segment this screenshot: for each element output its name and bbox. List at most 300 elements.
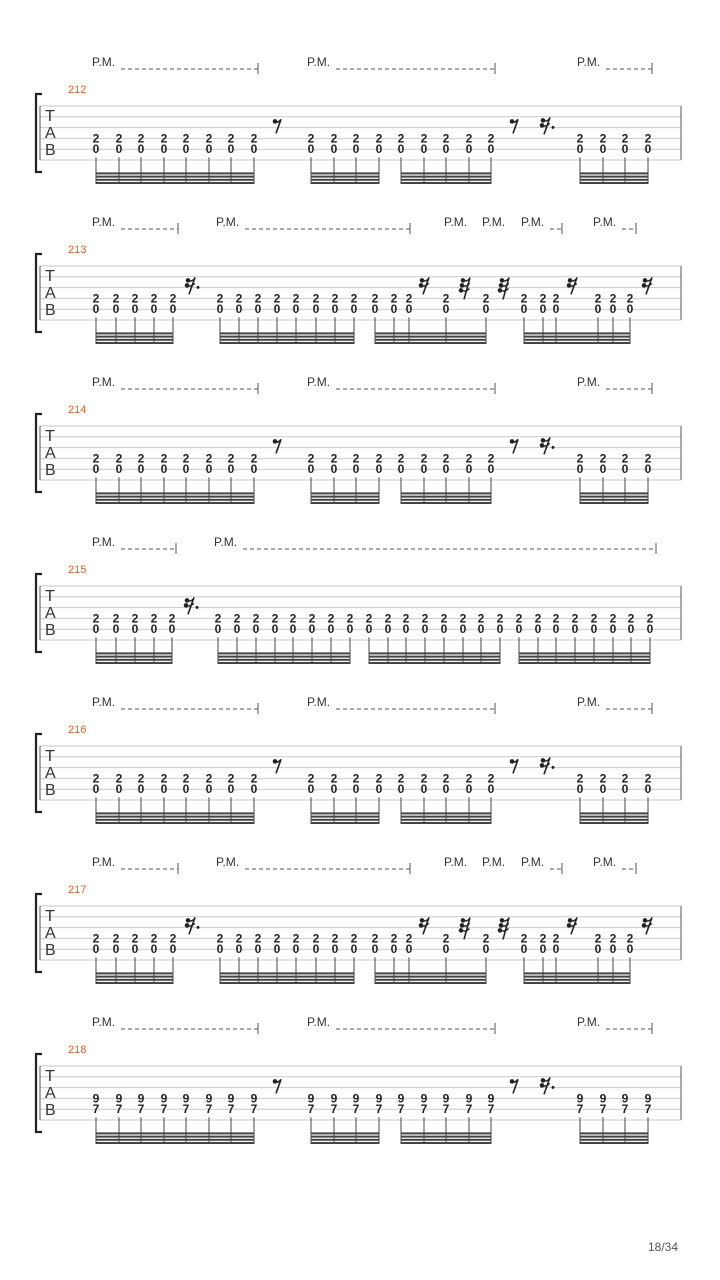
fret-number: 0 <box>405 302 413 317</box>
bar-number: 212 <box>68 84 87 96</box>
fret-number: 2 <box>482 931 490 946</box>
note-beam <box>401 176 491 178</box>
fret-number: 2 <box>205 131 213 146</box>
note-beam <box>519 662 650 664</box>
fret-number: 0 <box>227 462 235 477</box>
tab-system <box>36 695 681 824</box>
fret-number: 0 <box>397 462 405 477</box>
rest-sixteenth <box>419 277 429 294</box>
rest-eighth <box>510 759 518 773</box>
page-number: 18/34 <box>647 1240 678 1254</box>
note-beam <box>401 812 491 814</box>
bar-number: 215 <box>68 564 87 576</box>
note-beam <box>524 339 630 341</box>
fret-number: 2 <box>520 291 528 306</box>
fret-number: 7 <box>487 1102 495 1117</box>
fret-number: 0 <box>552 622 560 637</box>
fret-number: 2 <box>576 451 584 466</box>
fret-number: 9 <box>375 1091 383 1106</box>
palm-mute-label: P.M. <box>593 855 617 869</box>
note-beam <box>220 972 354 974</box>
tab-clef-letter: B <box>45 462 56 479</box>
fret-number: 2 <box>627 611 635 626</box>
fret-number: 2 <box>137 771 145 786</box>
fret-number: 2 <box>621 451 629 466</box>
fret-number: 2 <box>609 931 617 946</box>
note-beam <box>401 496 491 498</box>
note-beam <box>375 342 486 344</box>
note-beam <box>96 976 173 978</box>
fret-number: 7 <box>330 1102 338 1117</box>
note-beam <box>96 179 254 181</box>
note-beam <box>375 972 486 974</box>
fret-number: 0 <box>621 782 629 797</box>
note-beam <box>401 179 491 181</box>
tab-clef-letter: A <box>45 285 56 302</box>
fret-number: 0 <box>626 302 634 317</box>
fret-number: 0 <box>352 782 360 797</box>
fret-number: 0 <box>487 462 495 477</box>
fret-number: 0 <box>216 302 224 317</box>
fret-number: 2 <box>307 131 315 146</box>
fret-number: 2 <box>131 611 139 626</box>
palm-mute-label: P.M. <box>216 855 240 869</box>
fret-number: 2 <box>350 931 358 946</box>
fret-number: 2 <box>150 931 158 946</box>
note-beam <box>311 1139 379 1141</box>
note-beam <box>580 496 648 498</box>
tab-system <box>36 375 681 504</box>
fret-number: 2 <box>402 611 410 626</box>
palm-mute-label: P.M. <box>577 1015 601 1029</box>
fret-number: 2 <box>644 131 652 146</box>
note-beam <box>401 502 491 504</box>
fret-number: 2 <box>442 931 450 946</box>
fret-number: 9 <box>250 1091 258 1106</box>
note-beam <box>311 819 379 821</box>
tab-system <box>36 55 681 184</box>
palm-mute-label: P.M. <box>307 375 331 389</box>
rest-sixteenth <box>642 917 652 934</box>
fret-number: 2 <box>397 771 405 786</box>
fret-number: 0 <box>609 942 617 957</box>
fret-number: 0 <box>520 302 528 317</box>
note-beam <box>96 822 254 824</box>
fret-number: 9 <box>599 1091 607 1106</box>
palm-mute-label: P.M. <box>92 695 116 709</box>
fret-number: 0 <box>440 622 448 637</box>
note-beam <box>311 172 379 174</box>
fret-number: 9 <box>307 1091 315 1106</box>
fret-number: 0 <box>137 462 145 477</box>
fret-number: 2 <box>252 611 260 626</box>
fret-number: 2 <box>440 611 448 626</box>
fret-number: 9 <box>465 1091 473 1106</box>
fret-number: 0 <box>375 462 383 477</box>
fret-number: 0 <box>371 302 379 317</box>
fret-number: 2 <box>289 611 297 626</box>
note-beam <box>524 332 630 334</box>
fret-number: 0 <box>599 782 607 797</box>
fret-number: 0 <box>594 302 602 317</box>
fret-number: 0 <box>571 622 579 637</box>
rest-thirtysecond <box>498 917 509 939</box>
fret-number: 0 <box>327 622 335 637</box>
fret-number: 2 <box>112 291 120 306</box>
note-beam <box>96 812 254 814</box>
fret-number: 0 <box>233 622 241 637</box>
tab-clef-letter: T <box>45 1068 55 1085</box>
rest-stem <box>512 1079 518 1093</box>
fret-number: 2 <box>420 131 428 146</box>
fret-number: 2 <box>235 931 243 946</box>
tab-system <box>36 535 681 664</box>
bar-number: 214 <box>68 404 87 416</box>
fret-number: 0 <box>137 142 145 157</box>
fret-number: 0 <box>112 942 120 957</box>
fret-number: 0 <box>289 622 297 637</box>
fret-number: 2 <box>644 451 652 466</box>
note-beam <box>580 172 648 174</box>
fret-number: 2 <box>371 291 379 306</box>
fret-number: 0 <box>112 622 120 637</box>
tab-clef-letter: B <box>45 302 56 319</box>
rest-sixteenth-dot <box>540 437 555 454</box>
fret-number: 2 <box>520 931 528 946</box>
fret-number: 2 <box>115 771 123 786</box>
note-beam <box>96 662 172 664</box>
note-beam <box>524 979 630 981</box>
fret-number: 0 <box>115 142 123 157</box>
fret-number: 2 <box>273 931 281 946</box>
fret-number: 2 <box>442 451 450 466</box>
fret-number: 0 <box>402 622 410 637</box>
fret-number: 2 <box>352 771 360 786</box>
fret-number: 0 <box>599 462 607 477</box>
tab-system <box>36 215 681 344</box>
palm-mute-label: P.M. <box>577 375 601 389</box>
fret-number: 0 <box>330 462 338 477</box>
rest-stem <box>275 1079 281 1093</box>
fret-number: 0 <box>112 302 120 317</box>
note-beam <box>218 659 350 661</box>
palm-mute-label: P.M. <box>444 855 468 869</box>
fret-number: 2 <box>92 131 100 146</box>
fret-number: 0 <box>397 142 405 157</box>
note-beam <box>580 182 648 184</box>
note-beam <box>311 1142 379 1144</box>
fret-number: 0 <box>384 622 392 637</box>
fret-number: 2 <box>169 931 177 946</box>
fret-number: 0 <box>92 942 100 957</box>
fret-number: 2 <box>384 611 392 626</box>
note-beam <box>311 176 379 178</box>
fret-number: 9 <box>644 1091 652 1106</box>
note-beam <box>524 972 630 974</box>
fret-number: 2 <box>131 931 139 946</box>
fret-number: 7 <box>599 1102 607 1117</box>
note-beam <box>96 336 173 338</box>
fret-number: 0 <box>250 142 258 157</box>
note-beam <box>96 816 254 818</box>
fret-number: 0 <box>273 302 281 317</box>
fret-number: 2 <box>312 291 320 306</box>
rest-sixteenth <box>567 277 577 294</box>
fret-number: 2 <box>250 771 258 786</box>
fret-number: 2 <box>459 611 467 626</box>
note-beam <box>401 1139 491 1141</box>
note-beam <box>311 816 379 818</box>
fret-number: 9 <box>397 1091 405 1106</box>
note-beam <box>311 492 379 494</box>
fret-number: 0 <box>307 142 315 157</box>
rest-dot <box>197 286 200 289</box>
note-beam <box>96 182 254 184</box>
fret-number: 0 <box>459 622 467 637</box>
fret-number: 7 <box>160 1102 168 1117</box>
fret-number: 0 <box>252 622 260 637</box>
note-beam <box>580 1139 648 1141</box>
fret-number: 2 <box>442 131 450 146</box>
note-beam <box>311 496 379 498</box>
fret-number: 0 <box>621 142 629 157</box>
palm-mute-label: P.M. <box>593 215 617 229</box>
fret-number: 2 <box>487 451 495 466</box>
rest-sixteenth <box>642 277 652 294</box>
fret-number: 9 <box>115 1091 123 1106</box>
note-beam <box>96 172 254 174</box>
note-beam <box>580 179 648 181</box>
fret-number: 0 <box>442 942 450 957</box>
fret-number: 2 <box>609 291 617 306</box>
fret-number: 2 <box>644 771 652 786</box>
fret-number: 7 <box>644 1102 652 1117</box>
fret-number: 9 <box>160 1091 168 1106</box>
rest-eighth <box>273 1079 281 1093</box>
fret-number: 2 <box>609 611 617 626</box>
fret-number: 0 <box>465 142 473 157</box>
fret-number: 7 <box>576 1102 584 1117</box>
rest-sixteenth <box>567 917 577 934</box>
fret-number: 2 <box>331 291 339 306</box>
note-beam <box>218 662 350 664</box>
fret-number: 0 <box>594 942 602 957</box>
tab-clef-letter: B <box>45 1102 56 1119</box>
fret-number: 0 <box>539 942 547 957</box>
note-beam <box>96 652 172 654</box>
note-beam <box>524 336 630 338</box>
note-beam <box>580 816 648 818</box>
note-beam <box>524 342 630 344</box>
note-beam <box>580 1142 648 1144</box>
fret-number: 0 <box>442 462 450 477</box>
note-beam <box>580 1132 648 1134</box>
note-beam <box>519 656 650 658</box>
fret-number: 7 <box>137 1102 145 1117</box>
fret-number: 0 <box>442 142 450 157</box>
fret-number: 2 <box>442 771 450 786</box>
fret-number: 2 <box>168 611 176 626</box>
fret-number: 0 <box>330 782 338 797</box>
note-beam <box>401 819 491 821</box>
rest-stem <box>275 119 281 133</box>
fret-number: 0 <box>420 782 428 797</box>
fret-number: 0 <box>487 782 495 797</box>
rest-stem <box>275 439 281 453</box>
fret-number: 2 <box>571 611 579 626</box>
fret-number: 0 <box>92 622 100 637</box>
fret-number: 2 <box>397 451 405 466</box>
rest-thirtysecond <box>459 917 470 939</box>
fret-number: 2 <box>254 291 262 306</box>
rest-eighth <box>510 1079 518 1093</box>
fret-number: 0 <box>350 942 358 957</box>
palm-mute-label: P.M. <box>482 855 506 869</box>
note-beam <box>401 182 491 184</box>
fret-number: 0 <box>390 302 398 317</box>
fret-number: 0 <box>539 302 547 317</box>
palm-mute-label: P.M. <box>92 55 116 69</box>
fret-number: 2 <box>115 451 123 466</box>
fret-number: 2 <box>352 451 360 466</box>
fret-number: 0 <box>352 462 360 477</box>
fret-number: 0 <box>150 622 158 637</box>
fret-number: 2 <box>292 291 300 306</box>
palm-mute-label: P.M. <box>92 375 116 389</box>
fret-number: 2 <box>330 771 338 786</box>
note-beam <box>580 502 648 504</box>
fret-number: 0 <box>465 462 473 477</box>
note-beam <box>580 499 648 501</box>
rest-stem <box>512 439 518 453</box>
tab-clef-letter: T <box>45 748 55 765</box>
fret-number: 0 <box>307 782 315 797</box>
rest-dot <box>552 1086 555 1089</box>
rest-sixteenth-dot <box>540 1077 555 1094</box>
fret-number: 2 <box>254 931 262 946</box>
fret-number: 2 <box>137 451 145 466</box>
fret-number: 2 <box>137 131 145 146</box>
fret-number: 0 <box>92 142 100 157</box>
note-beam <box>524 982 630 984</box>
fret-number: 7 <box>420 1102 428 1117</box>
fret-number: 0 <box>609 622 617 637</box>
note-beam <box>96 1132 254 1134</box>
rest-thirtysecond <box>459 277 470 299</box>
note-beam <box>369 656 500 658</box>
note-beam <box>369 659 500 661</box>
fret-number: 0 <box>515 622 523 637</box>
fret-number: 2 <box>150 611 158 626</box>
fret-number: 2 <box>375 131 383 146</box>
fret-number: 9 <box>182 1091 190 1106</box>
note-beam <box>519 659 650 661</box>
note-beam <box>311 812 379 814</box>
fret-number: 2 <box>216 291 224 306</box>
fret-number: 0 <box>646 622 654 637</box>
fret-number: 0 <box>312 942 320 957</box>
fret-number: 2 <box>112 931 120 946</box>
fret-number: 2 <box>115 131 123 146</box>
fret-number: 7 <box>205 1102 213 1117</box>
fret-number: 2 <box>487 771 495 786</box>
fret-number: 0 <box>421 622 429 637</box>
fret-number: 7 <box>621 1102 629 1117</box>
note-beam <box>218 652 350 654</box>
fret-number: 9 <box>420 1091 428 1106</box>
fret-number: 7 <box>465 1102 473 1117</box>
fret-number: 7 <box>375 1102 383 1117</box>
fret-number: 0 <box>131 942 139 957</box>
fret-number: 0 <box>160 782 168 797</box>
fret-number: 2 <box>365 611 373 626</box>
rest-eighth <box>510 439 518 453</box>
note-beam <box>96 332 173 334</box>
note-beam <box>369 652 500 654</box>
fret-number: 0 <box>330 142 338 157</box>
fret-number: 2 <box>235 291 243 306</box>
fret-number: 2 <box>405 291 413 306</box>
note-beam <box>220 982 354 984</box>
fret-number: 2 <box>646 611 654 626</box>
fret-number: 0 <box>350 302 358 317</box>
note-beam <box>580 819 648 821</box>
note-beam <box>96 176 254 178</box>
fret-number: 2 <box>599 771 607 786</box>
palm-mute-label: P.M. <box>92 855 116 869</box>
fret-number: 0 <box>375 782 383 797</box>
note-beam <box>96 979 173 981</box>
fret-number: 2 <box>420 771 428 786</box>
fret-number: 2 <box>131 291 139 306</box>
fret-number: 0 <box>644 782 652 797</box>
fret-number: 0 <box>552 942 560 957</box>
fret-number: 9 <box>576 1091 584 1106</box>
fret-number: 2 <box>515 611 523 626</box>
fret-number: 0 <box>182 142 190 157</box>
fret-number: 0 <box>292 302 300 317</box>
fret-number: 2 <box>496 611 504 626</box>
fret-number: 2 <box>477 611 485 626</box>
fret-number: 2 <box>227 451 235 466</box>
bar-number: 217 <box>68 884 87 896</box>
palm-mute-label: P.M. <box>521 855 545 869</box>
fret-number: 2 <box>331 931 339 946</box>
fret-number: 2 <box>390 931 398 946</box>
note-beam <box>580 176 648 178</box>
note-beam <box>96 659 172 661</box>
fret-number: 0 <box>160 142 168 157</box>
fret-number: 2 <box>487 131 495 146</box>
note-beam <box>220 339 354 341</box>
fret-number: 2 <box>465 451 473 466</box>
fret-number: 0 <box>599 142 607 157</box>
fret-number: 2 <box>465 131 473 146</box>
fret-number: 0 <box>482 302 490 317</box>
fret-number: 7 <box>352 1102 360 1117</box>
rest-sixteenth <box>419 917 429 934</box>
fret-number: 0 <box>576 462 584 477</box>
fret-number: 2 <box>375 451 383 466</box>
fret-number: 7 <box>182 1102 190 1117</box>
fret-number: 7 <box>442 1102 450 1117</box>
palm-mute-label: P.M. <box>482 215 506 229</box>
fret-number: 2 <box>112 611 120 626</box>
note-beam <box>96 492 254 494</box>
fret-number: 2 <box>92 931 100 946</box>
note-beam <box>375 979 486 981</box>
tab-clef-letter: B <box>45 942 56 959</box>
